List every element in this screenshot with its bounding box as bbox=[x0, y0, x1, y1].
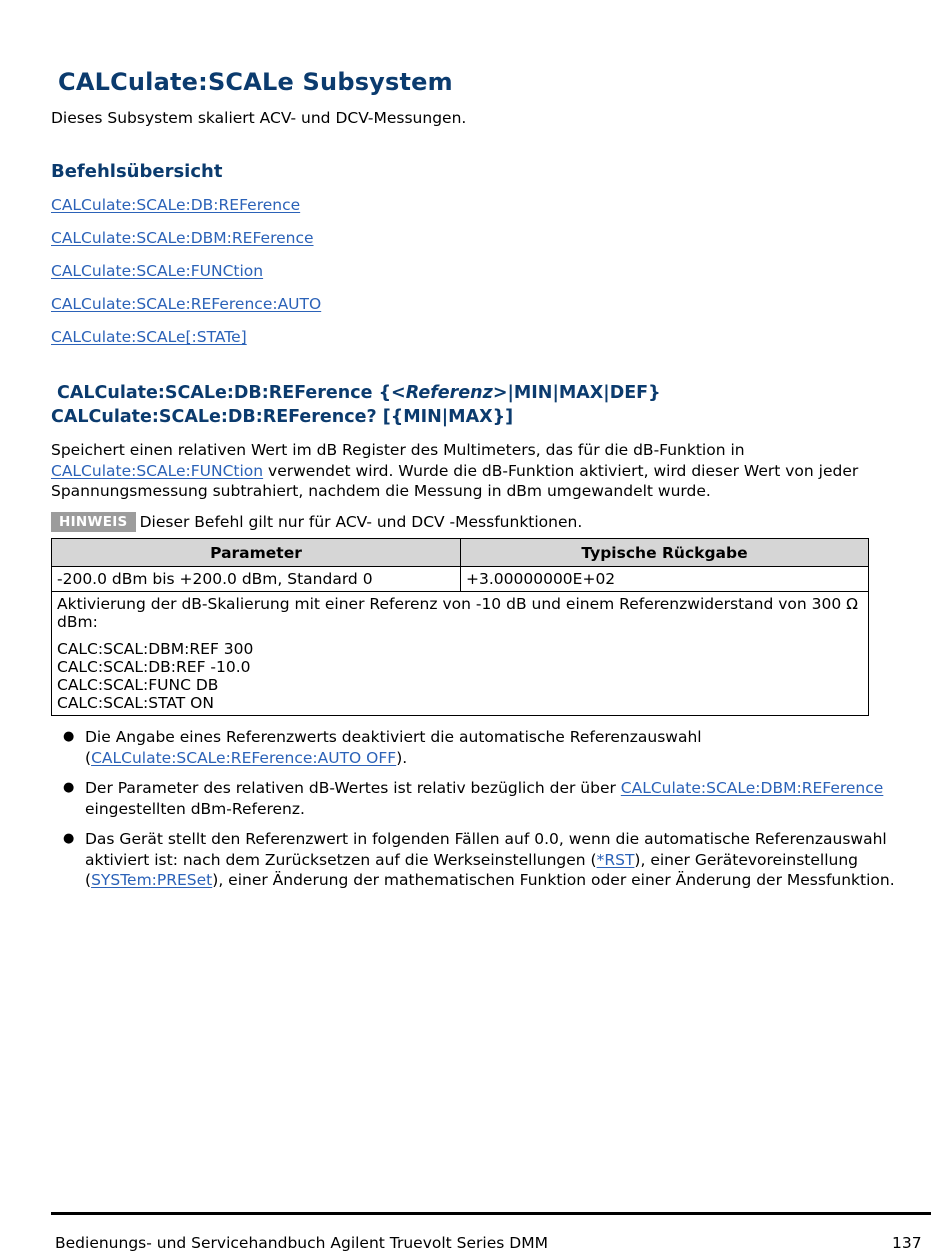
command-syntax-param: Referenz bbox=[405, 383, 493, 403]
example-line: CALC:SCAL:STAT ON bbox=[57, 694, 214, 712]
note-text: Dieser Befehl gilt nur für ACV- und DCV -Messfunktionen. bbox=[139, 513, 583, 531]
command-syntax-prefix: CALCulate:SCALe:DB:REFerence {< bbox=[57, 383, 406, 403]
command-description bbox=[51, 440, 926, 502]
footer-divider bbox=[51, 1212, 931, 1215]
bullet-link-rst[interactable]: *RST bbox=[596, 850, 635, 869]
example-cell bbox=[52, 592, 869, 716]
cell-parameter: -200.0 dBm bis +200.0 dBm, Standard 0 bbox=[52, 567, 461, 592]
bullet-link-dbm-reference[interactable]: CALCulate:SCALe:DBM:REFerence bbox=[620, 779, 884, 797]
table-header-row bbox=[52, 539, 869, 567]
parameter-table bbox=[51, 538, 869, 716]
note-badge: HINWEIS bbox=[51, 512, 136, 532]
bullet-link-system-preset[interactable]: SYSTem:PRESet bbox=[91, 871, 213, 889]
command-syntax-line-2: CALCulate:SCALe:DB:REFerence? [{MIN|MAX}] bbox=[51, 407, 514, 427]
command-syntax-suffix: >|MIN|MAX|DEF} bbox=[492, 383, 661, 403]
note bbox=[51, 512, 582, 532]
bullet-text: Das Gerät stellt den Referenzwert in folgenden Fällen auf 0.0, wenn die automatische Referenzauswahl aktiviert ist: nach dem Zurücksetzen auf die Werkseinstellungen ( bbox=[85, 830, 887, 869]
bullet-icon: ● bbox=[63, 729, 75, 744]
example-line: CALC:SCAL:DB:REF -10.0 bbox=[57, 658, 251, 676]
remarks-list bbox=[63, 727, 923, 901]
intro-text: Dieses Subsystem skaliert ACV- und DCV-Messungen. bbox=[51, 109, 467, 127]
bullet-text: Die Angabe eines Referenzwerts deaktiviert die automatische Referenzauswahl ( bbox=[85, 728, 702, 767]
page-number: 137 bbox=[892, 1234, 922, 1252]
list-item bbox=[63, 778, 923, 819]
bullet-text: ). bbox=[396, 748, 408, 767]
overview-link-reference-auto[interactable]: CALCulate:SCALe:REFerence:AUTO bbox=[51, 295, 322, 313]
example-line: CALC:SCAL:FUNC DB bbox=[57, 676, 219, 694]
list-item bbox=[63, 829, 923, 891]
example-intro: Aktivierung der dB-Skalierung mit einer Referenz von -10 dB und einem Referenzwiderstand von 300 Ω dBm: bbox=[57, 595, 859, 631]
bullet-text: ), einer Gerätevoreinstellung ( bbox=[85, 850, 858, 889]
bullet-icon: ● bbox=[63, 831, 75, 846]
overview-link-dbm-reference[interactable]: CALCulate:SCALe:DBM:REFerence bbox=[51, 229, 314, 247]
bullet-text: Der Parameter des relativen dB-Wertes ist relativ bezüglich der über bbox=[85, 779, 621, 797]
table-row bbox=[52, 567, 869, 592]
table-example-row bbox=[52, 592, 869, 716]
example-line: CALC:SCAL:DBM:REF 300 bbox=[57, 640, 254, 658]
header-typical-return: Typische Rückgabe bbox=[461, 539, 869, 567]
command-syntax-line-1 bbox=[51, 381, 661, 405]
bullet-text: eingestellten dBm-Referenz. bbox=[85, 799, 305, 818]
footer-text: Bedienungs- und Servicehandbuch Agilent Truevolt Series DMM bbox=[55, 1234, 548, 1252]
overview-link-db-reference[interactable]: CALCulate:SCALe:DB:REFerence bbox=[51, 196, 301, 214]
bullet-icon: ● bbox=[63, 780, 75, 795]
description-text: Speichert einen relativen Wert im dB Register des Multimeters, das für die dB-Funktion in bbox=[51, 441, 745, 459]
command-heading bbox=[51, 381, 661, 429]
overview-link-function[interactable]: CALCulate:SCALe:FUNCtion bbox=[51, 262, 264, 280]
header-parameter: Parameter bbox=[52, 539, 461, 567]
description-link-function[interactable]: CALCulate:SCALe:FUNCtion bbox=[51, 461, 264, 480]
bullet-link-reference-auto-off[interactable]: CALCulate:SCALe:REFerence:AUTO OFF bbox=[91, 748, 397, 767]
description-text-cont: verwendet wird. Wurde die dB-Funktion aktiviert, wird dieser Wert von jeder Spannungsmessung subtrahiert, nachdem die Messung in dBm umgewandelt wurde. bbox=[51, 461, 859, 500]
overview-heading: Befehlsübersicht bbox=[51, 161, 223, 182]
cell-typical-return: +3.00000000E+02 bbox=[461, 567, 869, 592]
bullet-text: ), einer Änderung der mathematischen Funktion oder einer Änderung der Messfunktion. bbox=[212, 871, 895, 889]
overview-link-state[interactable]: CALCulate:SCALe[:STATe] bbox=[51, 328, 247, 346]
list-item bbox=[63, 727, 923, 768]
page-title: CALCulate:SCALe Subsystem bbox=[58, 68, 453, 96]
